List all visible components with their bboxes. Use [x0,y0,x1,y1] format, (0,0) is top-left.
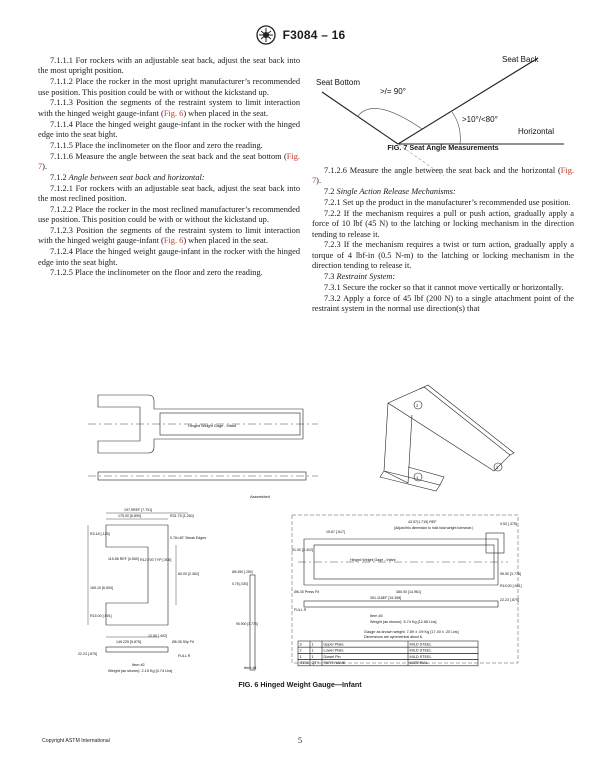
svg-text:FULL R: FULL R [294,608,307,612]
item3-label: Item #3 [370,614,383,618]
bom-cell: MILD STEEL [409,648,432,653]
gauge-assembled-isometric [380,385,514,491]
svg-text:2: 2 [416,403,419,408]
right-paragraph [312,198,574,208]
svg-text:1: 1 [416,475,419,480]
section-number: 7.2.2 [324,208,341,218]
section-number: 7.1.2.3 [50,226,73,235]
paragraph-text: For rockers with an adjustable seat back, adjust the seat back into the most reclined position. [38,183,301,203]
section-number: 7.2.1 [324,198,341,208]
left-text-column [38,56,300,279]
bom-cell: 1 [311,654,314,659]
paragraph-text: Position the segments of the restraint system to limit interaction with the hinged weight gauge-infant ( [38,98,301,118]
svg-text:FULL R: FULL R [178,654,191,658]
bom-cell: MILD STEEL [409,642,432,647]
svg-text:Ø6.35 Press Fit: Ø6.35 Press Fit [294,590,319,594]
svg-text:115.56 REF [4.550]: 115.56 REF [4.550] [108,557,139,561]
left-paragraph [38,98,300,119]
item2-lower-plate-drawing [78,508,206,673]
paragraph-text: Place the hinged weight gauge-infant in the rocker with the hinged edge into the seat bight. [38,119,300,139]
svg-text:60.00 [2.362]: 60.00 [2.362] [178,572,199,576]
svg-text:380.00 [14.961]: 380.00 [14.961] [396,590,421,594]
svg-text:R3.18 [.125]: R3.18 [.125] [90,532,110,536]
right-paragraph [312,187,574,197]
item1-label: Item #1 [244,666,257,670]
seat-back-line [398,58,538,144]
section-number: 7.1.2.6 [324,166,347,175]
assembled-label: Assembled [250,494,270,499]
adjust-note: (Adjust this dimension to hold total weight tolerance.) [394,526,474,530]
figure-reference-link[interactable]: Fig. 7 [38,151,300,171]
paragraph-text: Secure the rocker so that it cannot move vertically or horizontally. [342,282,564,292]
right-text-column [312,166,574,315]
astm-logo-icon [255,25,277,45]
left-paragraph [38,152,300,173]
svg-text:Ø6.35 Slip Fit: Ø6.35 Slip Fit [172,640,194,644]
paragraph-text: Set up the product in the manufacturer’s recommended use position. [342,198,571,208]
bom-cell: PART NAME [323,661,346,666]
section-number: 7.1.1.1 [50,56,73,65]
bom-cell: ITEM [299,661,309,666]
svg-text:Ø6.350 [.250]: Ø6.350 [.250] [232,570,253,574]
section-number: 7.1.1.5 [50,140,73,150]
figure-7-caption: FIG. 7 Seat Angle Measurements [387,143,499,152]
left-paragraph [38,184,300,205]
svg-text:95.90 [3.776]: 95.90 [3.776] [500,572,521,576]
paragraph-text: Restraint System: [336,271,396,281]
section-number: 7.1.1.4 [50,119,73,129]
item3-gauge-label: Hinged Weight Gage - Infant [350,558,396,562]
figure-reference-link[interactable]: Fig. 6 [163,108,184,118]
svg-text:12.50 [.492]: 12.50 [.492] [148,634,167,638]
paragraph-text: Measure the angle between the seat back and the seat bottom ( [75,151,287,161]
item2-label: Item #2 [132,663,145,667]
item3-weight: Weight (as shown): 5.74 Kg [12.66 Lbs] [370,620,437,624]
section-number: 7.3.1 [324,282,341,292]
section-number: 7.3.2 [324,293,341,303]
horizontal-label: Horizontal [518,127,555,136]
right-paragraph [312,283,574,293]
left-paragraph [38,247,300,268]
bom-cell: 3 [299,642,302,647]
gauge-plan-label: Hinged Weight Gage - Infant [188,424,237,428]
svg-text:149.225 [5.875]: 149.225 [5.875] [116,640,141,644]
gauge-side-view [88,472,318,499]
left-paragraph [38,268,300,278]
paragraph-text-after: ) when placed in the seat. [183,108,269,118]
bom-cell: QTY [311,661,320,666]
paragraph-text: If the mechanism requires a twist or turn action, gradually apply a torque of 4 lbf-in (0.5 N-m) to the latching or locking mechanism in the direction tending to release it. [312,240,574,271]
paragraph-text-after: ). [42,161,48,171]
item1-dowel-pin-drawing [232,570,258,670]
bom-cell: 1 [311,648,314,653]
bom-cell: Dowel Pin [323,654,341,659]
figure-6-caption: FIG. 6 Hinged Weight Gauge—Infant [238,680,362,689]
svg-text:3: 3 [496,465,499,470]
bom-cell: Upper Plate [323,642,344,647]
section-number: 7.1.1.2 [50,77,73,87]
left-paragraph [38,141,300,151]
bom-cell: MATERIAL [409,661,429,666]
seat-bottom-label: Seat Bottom [316,78,361,87]
svg-text:391.118EF [15.398]: 391.118EF [15.398] [370,596,402,600]
svg-text:22.23 [.875]: 22.23 [.875] [78,652,97,656]
right-paragraph [312,294,574,315]
figure-reference-link[interactable]: Fig. 7 [312,166,574,186]
page-header [0,23,600,47]
seat-back-label: Seat Back [502,55,539,64]
section-number: 7.1.2.2 [50,204,73,214]
left-paragraph [38,120,300,141]
svg-text:0.76×45° Break Edges: 0.76×45° Break Edges [170,536,207,540]
bill-of-materials-table [298,641,478,666]
left-paragraph [38,173,300,183]
section-number: 7.1.2.4 [50,247,73,257]
angle-arc-back-bottom [358,108,422,129]
svg-text:61.00 [2.402]: 61.00 [2.402] [292,548,313,552]
gauge-plan-view [88,395,318,453]
symmetry-note: Dimensions are symmetrical about ℄ [364,635,423,639]
paragraph-text: Place the inclinometer on the floor and zero the reading. [75,140,263,150]
paragraph-text: If the mechanism requires a pull or push action, gradually apply a force of 10 lbf (45 N) to the latching or locking mechanism in the direction tending to release it. [312,208,574,239]
left-paragraph [38,77,300,98]
figure-6-hinged-weight-gauge-drawing [78,375,528,675]
left-paragraph [38,205,300,226]
svg-text:175.00 [6.890]: 175.00 [6.890] [118,514,141,518]
svg-text:43.57(1.715) REF: 43.57(1.715) REF [408,520,437,524]
paragraph-text: Place the rocker in the most upright manufacturer’s recommended use position. This position could be with or without the kickstand up. [38,77,300,97]
paragraph-text: Angle between seat back and horizontal: [68,172,205,182]
svg-text:15.67 [.617]: 15.67 [.617] [326,530,345,534]
paragraph-text: Apply a force of 45 lbf (200 N) to a single attachment point of the restraint system in the normal use direction(s) that [312,293,574,313]
section-number: 7.2.3 [324,240,341,250]
section-number: 7.1.2.5 [50,268,73,278]
svg-text:22.23 [.875]: 22.23 [.875] [500,598,519,602]
paragraph-text: Place the hinged weight gauge-infant in the rocker with the hinged edge into the seat bight. [38,247,300,267]
section-number: 7.1.2 [50,172,67,182]
angle-back-bottom-label: >/= 90° [380,87,406,96]
paragraph-text: Place the rocker in the most reclined manufacturer’s recommended use position. This position could be with or without the kickstand up. [38,204,300,225]
angle-back-horizontal-label: >10°/<80° [462,115,498,124]
right-paragraph [312,209,574,240]
section-number: 7.1.2.1 [50,183,73,193]
item2-weight: Weight (as shown): 2.15 Kg [4.74 Lbs] [108,669,173,673]
paragraph-text: Position the segments of the restraint system to limit interaction with the hinged weight gauge-infant ( [38,226,301,246]
svg-text:R31.75 [1.250]: R31.75 [1.250] [170,514,194,518]
svg-text:R15.00 [.591]: R15.00 [.591] [90,614,112,618]
svg-text:R15.00 [.591]: R15.00 [.591] [500,584,522,588]
paragraph-text: Place the inclinometer on the floor and zero the reading. [75,268,263,278]
right-paragraph [312,272,574,282]
svg-text:9.53 [.375]: 9.53 [.375] [500,522,517,526]
right-paragraph [312,166,574,187]
section-number: 7.1.1.3 [50,98,73,108]
left-paragraph [38,226,300,247]
paragraph-text-after: ). [316,176,322,186]
designation: F3084 – 16 [282,28,346,42]
svg-text:197.9REF [7.791]: 197.9REF [7.791] [124,508,153,512]
page-number: 5 [297,735,303,745]
paragraph-text: Single Action Release Mechanisms: [336,187,456,197]
svg-text:R12.700 TYP [.500]: R12.700 TYP [.500] [140,558,172,562]
paragraph-text: For rockers with an adjustable seat back, adjust the seat back into the most upright position. [38,56,301,76]
angle-arc-back-horizontal [452,112,460,144]
left-paragraph [38,56,300,77]
seat-bottom-line [322,92,398,144]
copyright-notice: Copyright ASTM International [42,738,110,744]
svg-text:165.10 [6.500]: 165.10 [6.500] [90,586,113,590]
paragraph-text-after: ) when placed in the seat. [183,236,269,246]
section-number: 7.3 [324,271,335,281]
svg-text:95.900 [3.776]: 95.900 [3.776] [236,622,258,626]
bom-cell: MILD STEEL [409,654,432,659]
bom-cell: 1 [311,642,314,647]
section-number: 7.2 [324,187,335,197]
bom-cell: 2 [299,648,302,653]
svg-text:0.76 [.030]: 0.76 [.030] [232,582,249,586]
section-number: 7.1.1.6 [50,151,73,161]
paragraph-text: Measure the angle between the seat back and the horizontal ( [349,166,561,175]
figure-reference-link[interactable]: Fig. 6 [163,236,184,246]
bom-cell: Lower Plate [323,648,344,653]
gauge-weight: Gauge as shown weight: 7.89 ± .09 Kg [17.40 ± .20 Lbs] [364,630,459,634]
right-paragraph [312,240,574,271]
bom-cell: 1 [299,654,302,659]
